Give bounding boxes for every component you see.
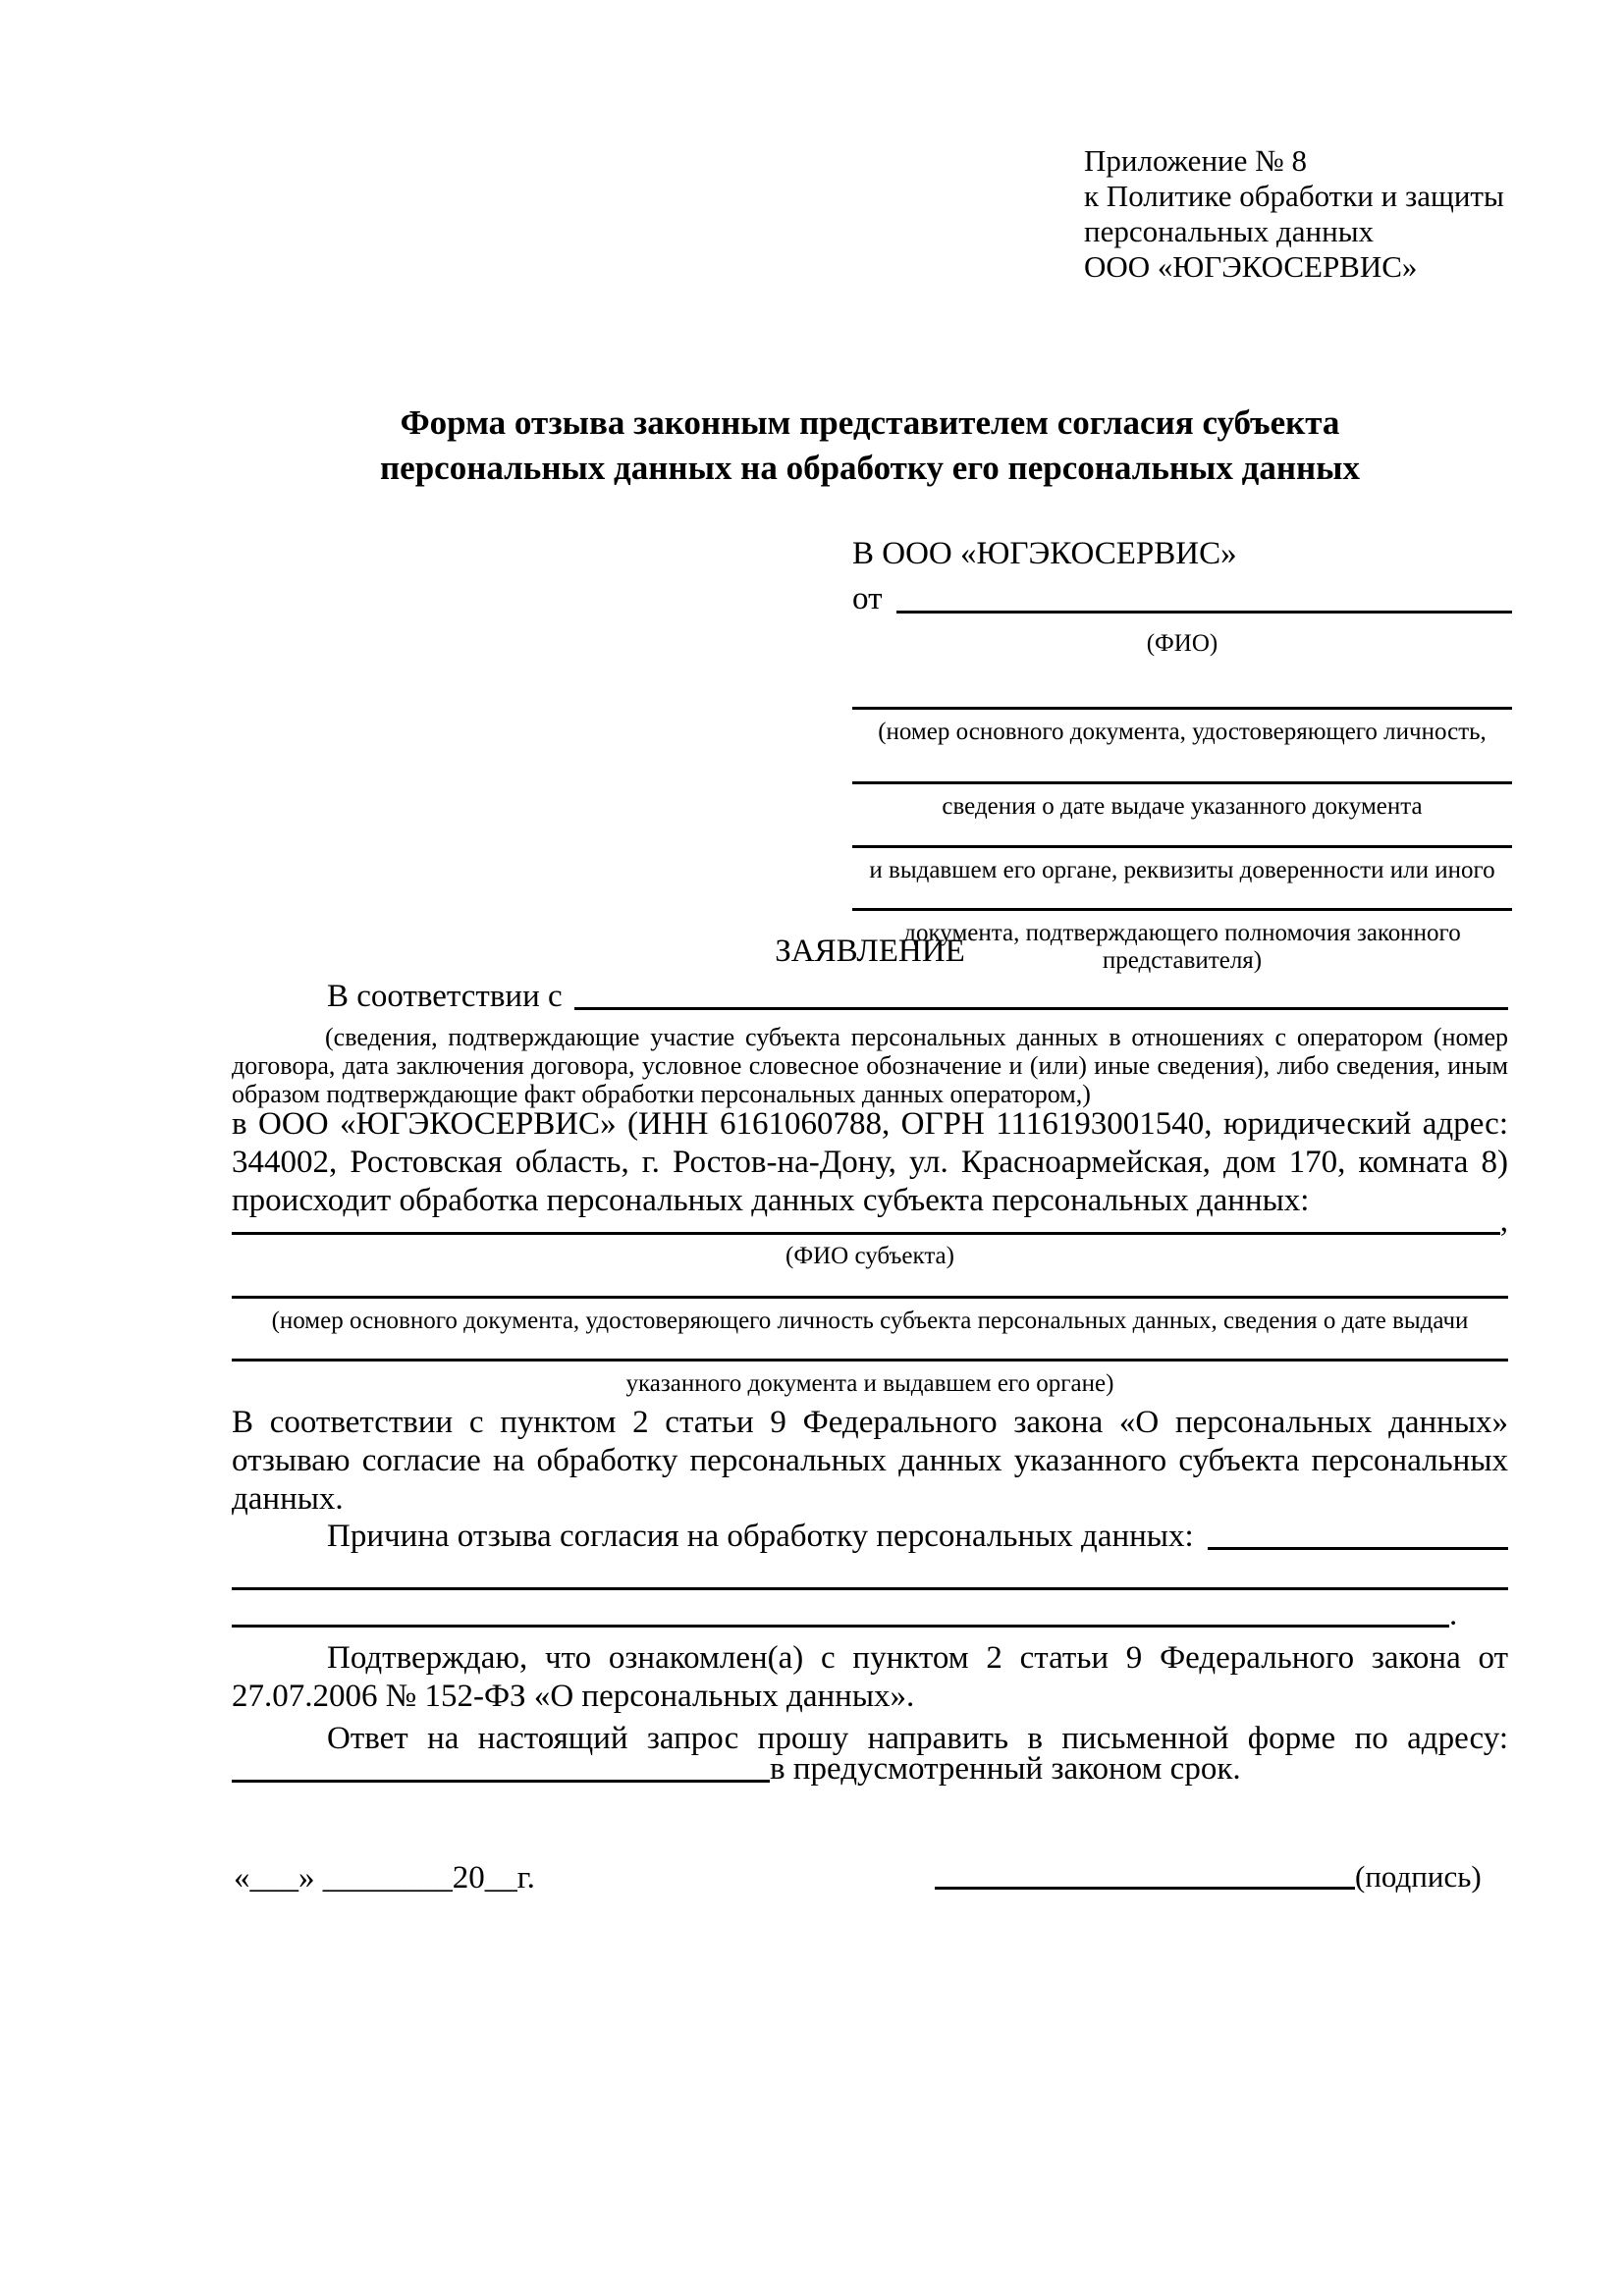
form-title-line-2: персональных данных на обработку его персональных данных xyxy=(380,449,1360,487)
from-label: от xyxy=(852,581,883,616)
subject-fio-row xyxy=(232,1203,1508,1239)
issue-date-field[interactable] xyxy=(852,781,1512,784)
addressee-organization: В ООО «ЮГЭКОСЕРВИС» xyxy=(852,536,1237,571)
subject-fio-caption: (ФИО субъекта) xyxy=(785,1243,954,1269)
basis-note: (сведения, подтверждающие участие субъекта персональных данных в отношениях с оператором (номер договора, дата заключения договора, условное словесное обозначение и (или) иные сведения), либо сведения, иным образом подтверждающие факт обработки персональных данных оператором,) xyxy=(232,1023,1508,1108)
signature-caption: (подпись) xyxy=(1355,1859,1482,1894)
appendix-line-4: ООО «ЮГЭКОСЕРВИС» xyxy=(1084,249,1418,284)
date-line[interactable]: «___» ________20__г. xyxy=(234,1860,535,1896)
id-document-caption: (номер основного документа, удостоверяющего личность, xyxy=(878,719,1487,745)
issue-date-caption: сведения о дате выдаче указанного документа xyxy=(942,793,1423,820)
reason-field-line-3[interactable] xyxy=(232,1602,1449,1628)
address-field[interactable] xyxy=(232,1755,770,1783)
subject-document-field-2[interactable] xyxy=(232,1359,1508,1362)
from-row xyxy=(852,579,1512,618)
reason-field-line-1[interactable] xyxy=(1208,1518,1508,1550)
withdrawal-paragraph: В соответствии с пунктом 2 статьи 9 Федерального закона «О персональных данных» отзываю согласие на обработку персональных данных указанного субъекта персональных данных. xyxy=(232,1405,1508,1517)
appendix-header xyxy=(1084,143,1504,285)
fio-caption: (ФИО) xyxy=(1146,630,1218,657)
issuing-authority-field[interactable] xyxy=(852,845,1512,848)
signature-row xyxy=(935,1859,1508,1895)
subject-document-caption-1: (номер основного документа, удостоверяющего личность субъекта персональных данных, сведения о дате выдачи xyxy=(271,1308,1469,1334)
authority-document-field[interactable] xyxy=(852,908,1512,911)
confirmation-paragraph: Подтверждаю, что ознакомлен(а) с пунктом 2 статьи 9 Федерального закона от 27.07.2006 № 152-ФЗ «О персональных данных». xyxy=(232,1640,1508,1714)
issuing-authority-caption: и выдавшем его органе, реквизиты доверенности или иного xyxy=(869,857,1495,883)
comma-mark: , xyxy=(1499,1203,1508,1239)
form-title xyxy=(232,400,1508,491)
reply-request-line: Ответ на настоящий запрос прошу направить в письменной форме по адресу: xyxy=(327,1721,1508,1756)
subject-fio-field[interactable] xyxy=(232,1207,1500,1235)
period-mark: . xyxy=(1449,1597,1458,1632)
subject-document-caption-2: указанного документа и выдавшем его органе) xyxy=(625,1370,1114,1397)
statement-heading: ЗАЯВЛЕНИЕ xyxy=(775,934,965,969)
in-accordance-row xyxy=(232,978,1508,1015)
basis-field[interactable] xyxy=(574,978,1508,1010)
form-title-line-1: Форма отзыва законным представителем согласия субъекта xyxy=(400,403,1340,442)
reason-field-line-2[interactable] xyxy=(232,1587,1508,1590)
id-document-field[interactable] xyxy=(852,707,1512,710)
appendix-line-3: персональных данных xyxy=(1084,214,1375,248)
reply-address-row xyxy=(232,1751,1508,1787)
appendix-line-2: к Политике обработки и защиты xyxy=(1084,179,1504,213)
in-accordance-label: В соответствии с xyxy=(327,979,563,1014)
reply-tail: в предусмотренный законом срок. xyxy=(770,1751,1241,1787)
reason-label: Причина отзыва согласия на обработку персональных данных: xyxy=(327,1519,1194,1554)
representative-fio-field[interactable] xyxy=(896,579,1513,614)
signature-field[interactable] xyxy=(935,1859,1355,1890)
reason-field-row-3 xyxy=(232,1597,1508,1632)
authority-document-caption: документа, подтверждающего полномочия законного представителя) xyxy=(903,920,1461,974)
appendix-line-1: Приложение № 8 xyxy=(1084,143,1307,178)
reason-row xyxy=(232,1518,1508,1555)
subject-document-field-1[interactable] xyxy=(232,1296,1508,1299)
operator-paragraph: в ООО «ЮГЭКОСЕРВИС» (ИНН 6161060788, ОГРН 1116193001540, юридический адрес: 344002, Ростовская область, г. Ростов-на-Дону, ул. Красноармейская, дом 170, комната 8) происходит обработка персональных данных субъекта персональных данных: xyxy=(232,1106,1508,1218)
